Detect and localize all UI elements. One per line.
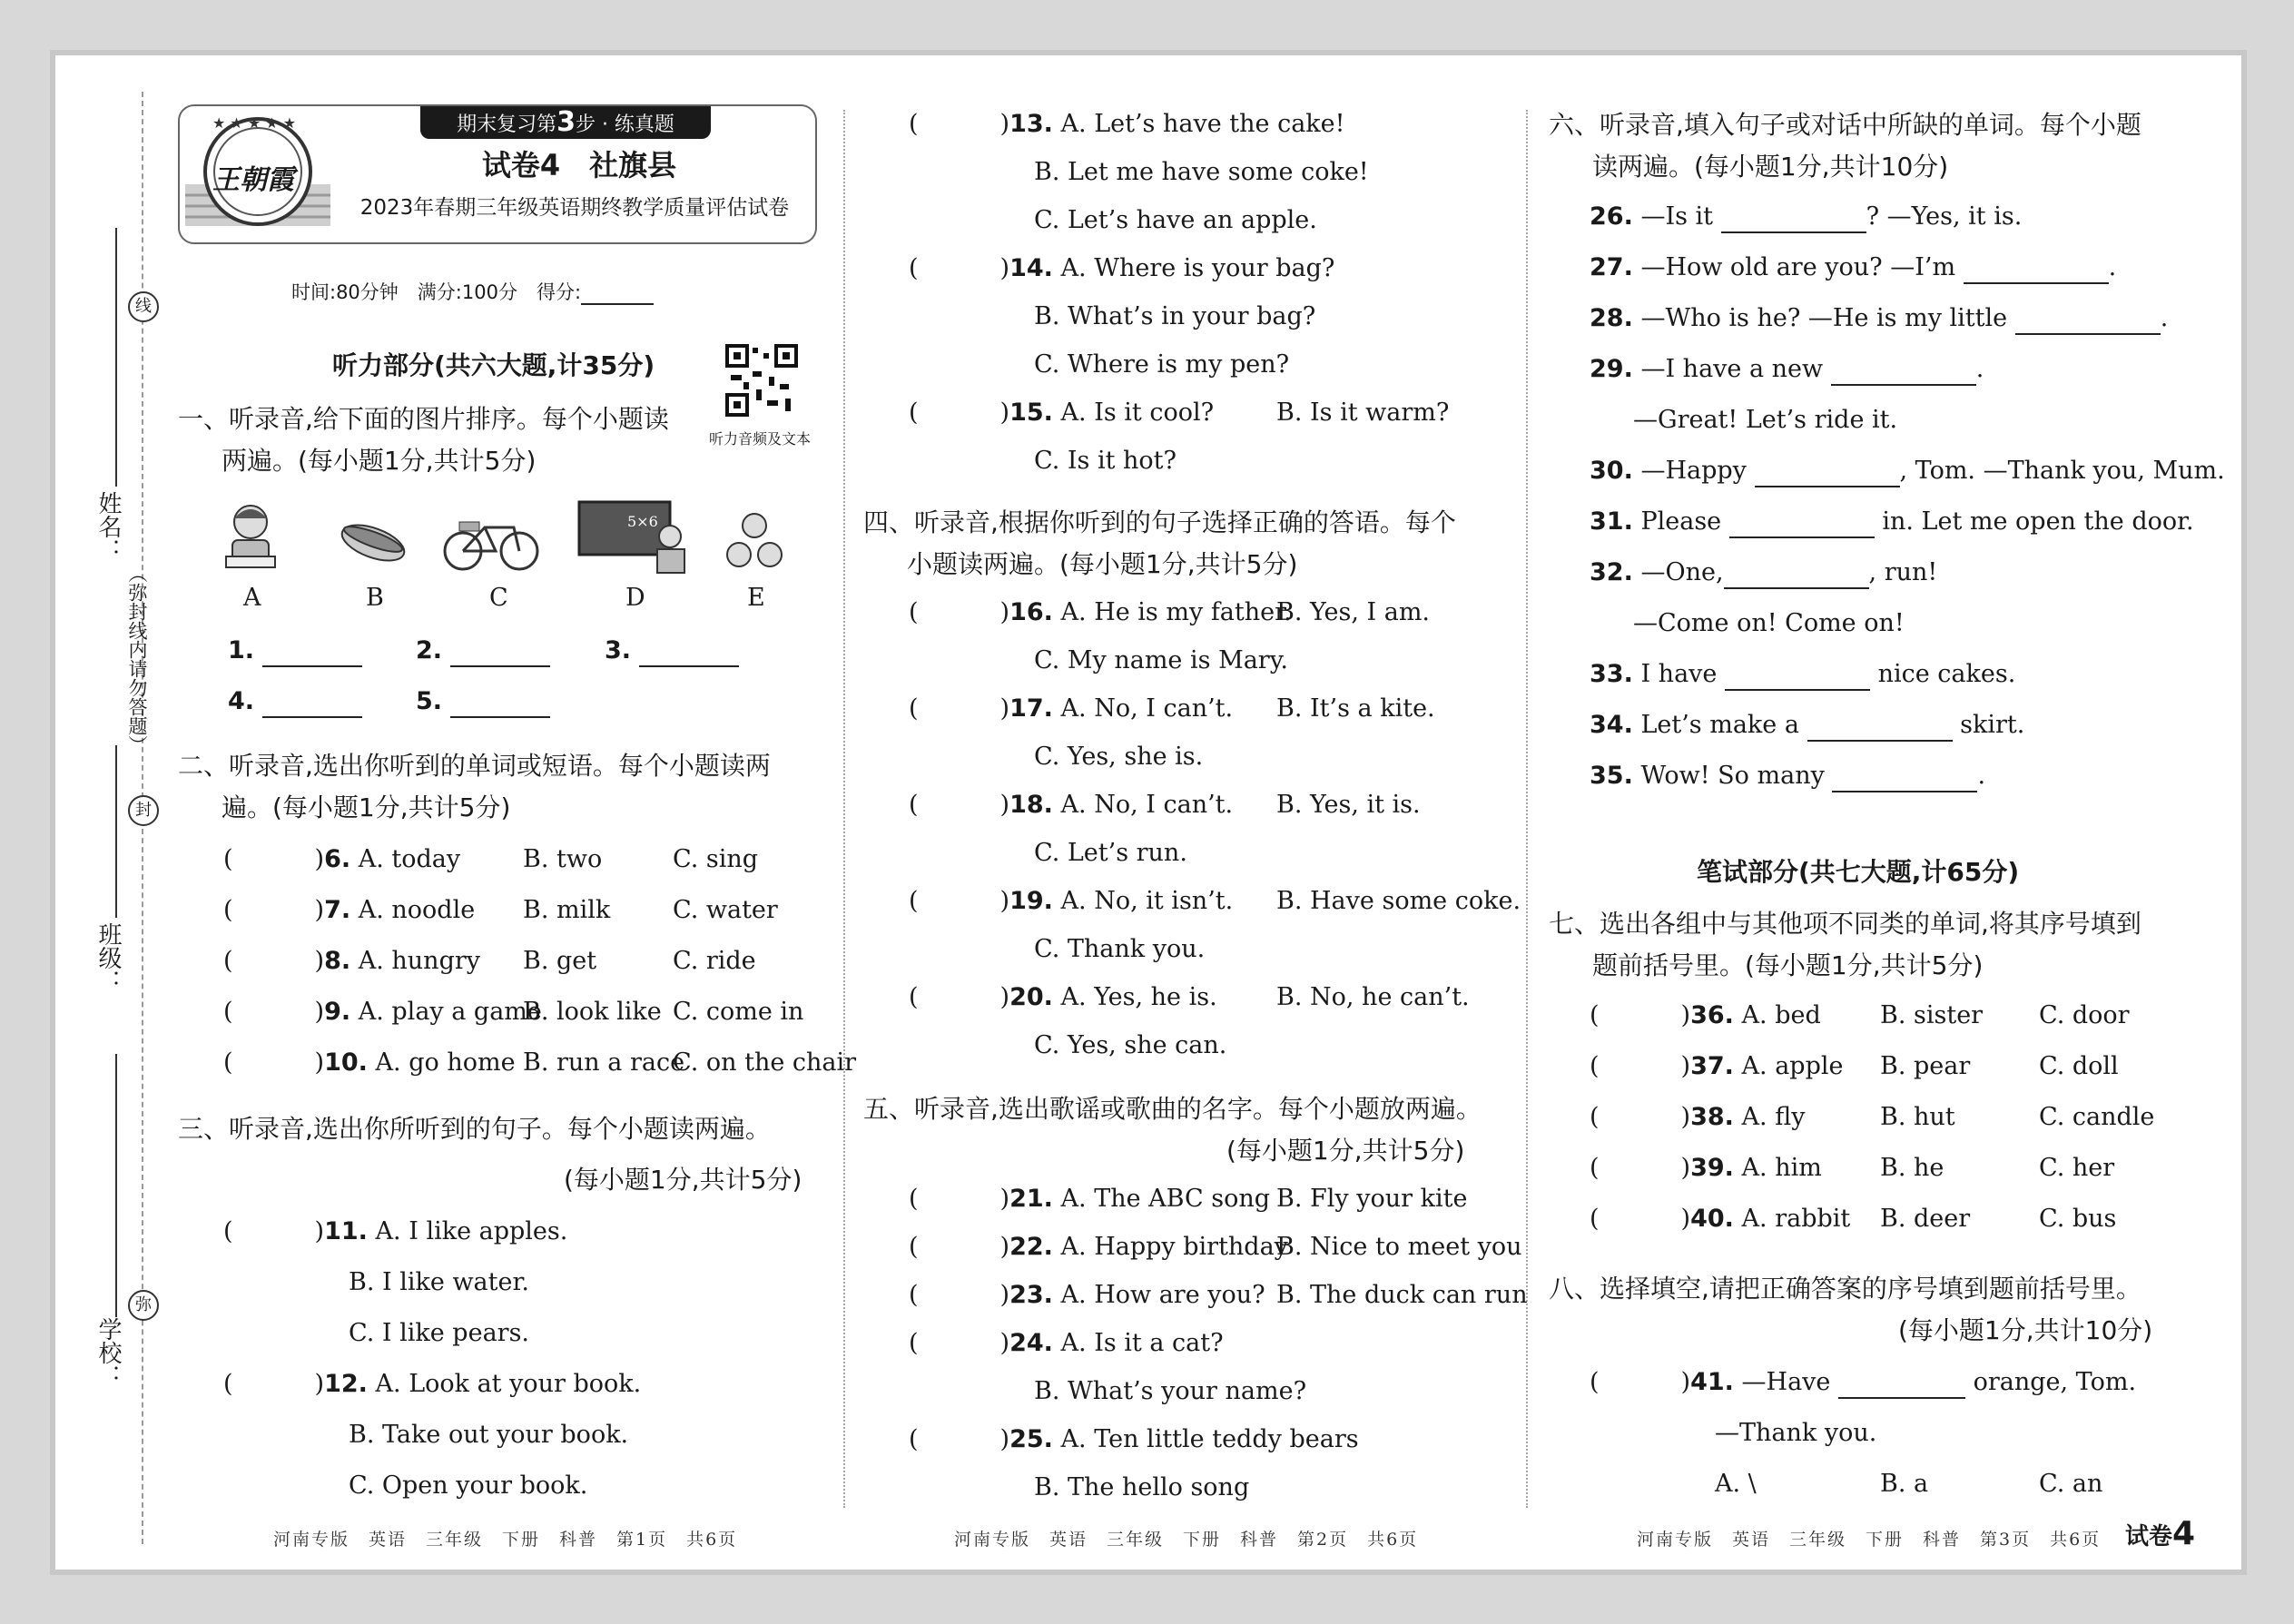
section-2-items: [223, 843, 857, 1097]
exam-info: 时间:80分钟 满分:100分 得分:: [291, 278, 654, 305]
page-footer-3: 河南专版 英语 三年级 下册 科普 第3页 共6页: [1637, 1530, 2102, 1550]
paper-title: 试卷4 社旗县: [481, 148, 677, 182]
question-41[interactable]: ( )41. —Have orange, Tom. —Thank you. A. \ B. a C. an: [1590, 1368, 2137, 1498]
page-footer-1: 河南专版 英语 三年级 下册 科普 第1页 共6页: [273, 1530, 738, 1550]
question-row[interactable]: ( )36. A. bed B. sister C. door: [1590, 1001, 2130, 1029]
section-8-title: 八、选择填空,请把正确答案的序号填到题前括号里。: [1549, 1274, 2141, 1304]
section-7-items: [1590, 999, 2155, 1254]
section-5-title: 五、听录音,选出歌谣或歌曲的名字。每个小题放两遍。: [863, 1094, 1482, 1124]
svg-text:★ ★ ★ ★ ★: ★ ★ ★ ★ ★: [212, 114, 297, 132]
hotdog-picture: [337, 514, 409, 568]
question-row[interactable]: 33. I have nice cakes.: [1590, 658, 2225, 709]
order-blank-4[interactable]: 4.: [228, 685, 362, 718]
section-1-title-cont: 两遍。(每小题1分,共计5分): [222, 446, 537, 476]
question-row[interactable]: ( )8. A. hungry B. get C. ride: [223, 947, 756, 975]
section-6-title-cont: 读两遍。(每小题1分,共计10分): [1592, 152, 1949, 182]
class-label: 班级：: [94, 922, 122, 993]
order-blank-5[interactable]: 5.: [416, 685, 550, 718]
question-row[interactable]: 30. —Happy , Tom. —Thank you, Mum.: [1590, 455, 2225, 506]
no-answer-note: （弥封线内请勿答题）: [126, 564, 148, 754]
order-blank-1[interactable]: 1.: [228, 635, 362, 667]
question-row[interactable]: ( )40. A. rabbit B. deer C. bus: [1590, 1205, 2117, 1233]
question-12[interactable]: ( )12. A. Look at your book. B. Take out your book. C. Open your book.: [223, 1370, 642, 1500]
review-banner: 期末复习第3步 · 练真题: [420, 106, 711, 139]
question-row[interactable]: ( )10. A. go home B. run a race C. on the chair: [223, 1048, 857, 1077]
blackboard-picture: [577, 500, 691, 575]
paper-number-tag: 试卷4: [2125, 1515, 2196, 1552]
question-row[interactable]: 28. —Who is he? —He is my little .: [1590, 302, 2225, 353]
score-field[interactable]: [581, 283, 654, 305]
section-1-title: 一、听录音,给下面的图片排序。每个小题读: [178, 404, 669, 434]
picture-label: E: [747, 584, 765, 612]
question-row[interactable]: ( )16. A. He is my father. B. Yes, I am. C. My name is Mary.: [909, 598, 1431, 674]
seal-xian: 线: [128, 291, 159, 322]
qr-code[interactable]: [725, 344, 798, 417]
question-row[interactable]: 29. —I have a new .: [1590, 353, 2225, 404]
section-4-items: [909, 596, 1521, 1078]
qr-caption: 听力音频及文本: [709, 430, 812, 448]
board-text: 5×6: [627, 513, 658, 530]
seal-feng: 封: [128, 795, 159, 826]
section-8-title-cont: (每小题1分,共计10分): [1898, 1315, 2153, 1345]
apples-picture: [723, 507, 786, 573]
writing-title: 笔试部分(共七大题,计65分): [1697, 857, 2020, 887]
dialog-line: —Come on! Come on!: [1633, 609, 1905, 637]
dialog-line: —Great! Let’s ride it.: [1633, 406, 1898, 434]
section-7-title-cont: 题前括号里。(每小题1分,共计5分): [1592, 950, 1984, 980]
question-15[interactable]: ( )15. A. Is it cool? B. Is it warm? C. Is it hot?: [909, 399, 1450, 475]
question-row[interactable]: ( )23. A. How are you? B. The duck can run: [909, 1281, 1528, 1309]
section-4-title: 四、听录音,根据你听到的句子选择正确的答语。每个: [863, 507, 1456, 537]
section-4-title-cont: 小题读两遍。(每小题1分,共计5分): [907, 549, 1298, 579]
page-footer-2: 河南专版 英语 三年级 下册 科普 第2页 共6页: [954, 1530, 1419, 1550]
question-row[interactable]: ( )37. A. apple B. pear C. doll: [1590, 1052, 2119, 1080]
section-7-title: 七、选出各组中与其他项不同类的单词,将其序号填到: [1549, 909, 2141, 939]
order-blank-2[interactable]: 2.: [416, 635, 550, 667]
question-row[interactable]: ( )6. A. today B. two C. sing: [223, 845, 759, 873]
question-row[interactable]: ( )17. A. No, I can’t. B. It’s a kite. C. Yes, she is.: [909, 694, 1435, 771]
question-11[interactable]: ( )11. A. I like apples. B. I like water. C. I like pears.: [223, 1217, 568, 1347]
question-row[interactable]: 34. Let’s make a skirt.: [1590, 709, 2225, 760]
picture-label: B: [366, 584, 384, 612]
question-row[interactable]: 35. Wow! So many .: [1590, 760, 2225, 811]
question-row[interactable]: 27. —How old are you? —I’m .: [1590, 251, 2225, 302]
name-field[interactable]: [115, 228, 117, 487]
question-row[interactable]: 32. —One, , run!: [1590, 556, 2225, 607]
question-row[interactable]: ( )20. A. Yes, he is. B. No, he can’t. C. Yes, she can.: [909, 983, 1470, 1059]
header-box: [178, 104, 817, 244]
question-row[interactable]: 26. —Is it ? —Yes, it is.: [1590, 201, 2225, 251]
section-5-items: [909, 1183, 1528, 1520]
question-25[interactable]: ( )25. A. Ten little teddy bears B. The hello song: [909, 1425, 1359, 1501]
question-row[interactable]: ( )39. A. him B. he C. her: [1590, 1154, 2115, 1182]
section-2-title-cont: 遍。(每小题1分,共计5分): [222, 792, 511, 822]
picture-label: D: [625, 584, 645, 612]
section-3-title: 三、听录音,选出你所听到的句子。每个小题读两遍。: [178, 1114, 771, 1144]
school-field[interactable]: [115, 1054, 117, 1317]
paper-subtitle: 2023年春期三年级英语期终教学质量评估试卷: [359, 196, 790, 220]
question-row[interactable]: ( )19. A. No, it isn’t. B. Have some coke. C. Thank you.: [909, 887, 1521, 963]
picture-label: C: [489, 584, 508, 612]
question-row[interactable]: 31. Please in. Let me open the door.: [1590, 506, 2225, 556]
question-row[interactable]: ( )18. A. No, I can’t. B. Yes, it is. C. Let’s run.: [909, 791, 1421, 867]
section-6-items: [1590, 201, 2225, 811]
question-row[interactable]: ( )38. A. fly B. hut C. candle: [1590, 1103, 2155, 1131]
question-14[interactable]: ( )14. A. Where is your bag? B. What’s in your bag? C. Where is my pen?: [909, 254, 1335, 379]
school-label: 学校：: [94, 1317, 122, 1388]
question-13[interactable]: ( )13. A. Let’s have the cake! B. Let me have some coke! C. Let’s have an apple.: [909, 110, 1369, 234]
section-5-title-cont: (每小题1分,共计5分): [1226, 1136, 1465, 1166]
listening-title: 听力部分(共六大题,计35分): [332, 350, 655, 380]
publisher-logo: [185, 112, 330, 237]
question-row[interactable]: ( )9. A. play a game B. look like C. come in: [223, 998, 804, 1026]
question-row[interactable]: ( )21. A. The ABC song B. Fly your kite: [909, 1185, 1468, 1213]
section-2-title: 二、听录音,选出你听到的单词或短语。每个小题读两: [178, 751, 771, 781]
order-blank-3[interactable]: 3.: [605, 635, 739, 667]
question-row[interactable]: ( )7. A. noodle B. milk C. water: [223, 896, 778, 924]
seal-mi: 弥: [128, 1290, 159, 1321]
picture-label: A: [243, 584, 261, 612]
section-6-title: 六、听录音,填入句子或对话中所缺的单词。每个小题: [1549, 110, 2141, 140]
column-divider: [843, 110, 845, 1508]
question-row[interactable]: ( )22. A. Happy birthday B. Nice to meet you: [909, 1233, 1522, 1261]
question-24[interactable]: ( )24. A. Is it a cat? B. What’s your name?: [909, 1329, 1307, 1405]
bicycle-picture: [441, 509, 541, 573]
class-field[interactable]: [115, 745, 117, 918]
boy-reading-picture: [219, 500, 282, 573]
section-3-title-cont: (每小题1分,共计5分): [564, 1165, 802, 1195]
logo-text: 王朝霞: [212, 164, 294, 196]
exam-sheet: [50, 50, 2247, 1575]
name-label: 姓名：: [94, 491, 122, 562]
